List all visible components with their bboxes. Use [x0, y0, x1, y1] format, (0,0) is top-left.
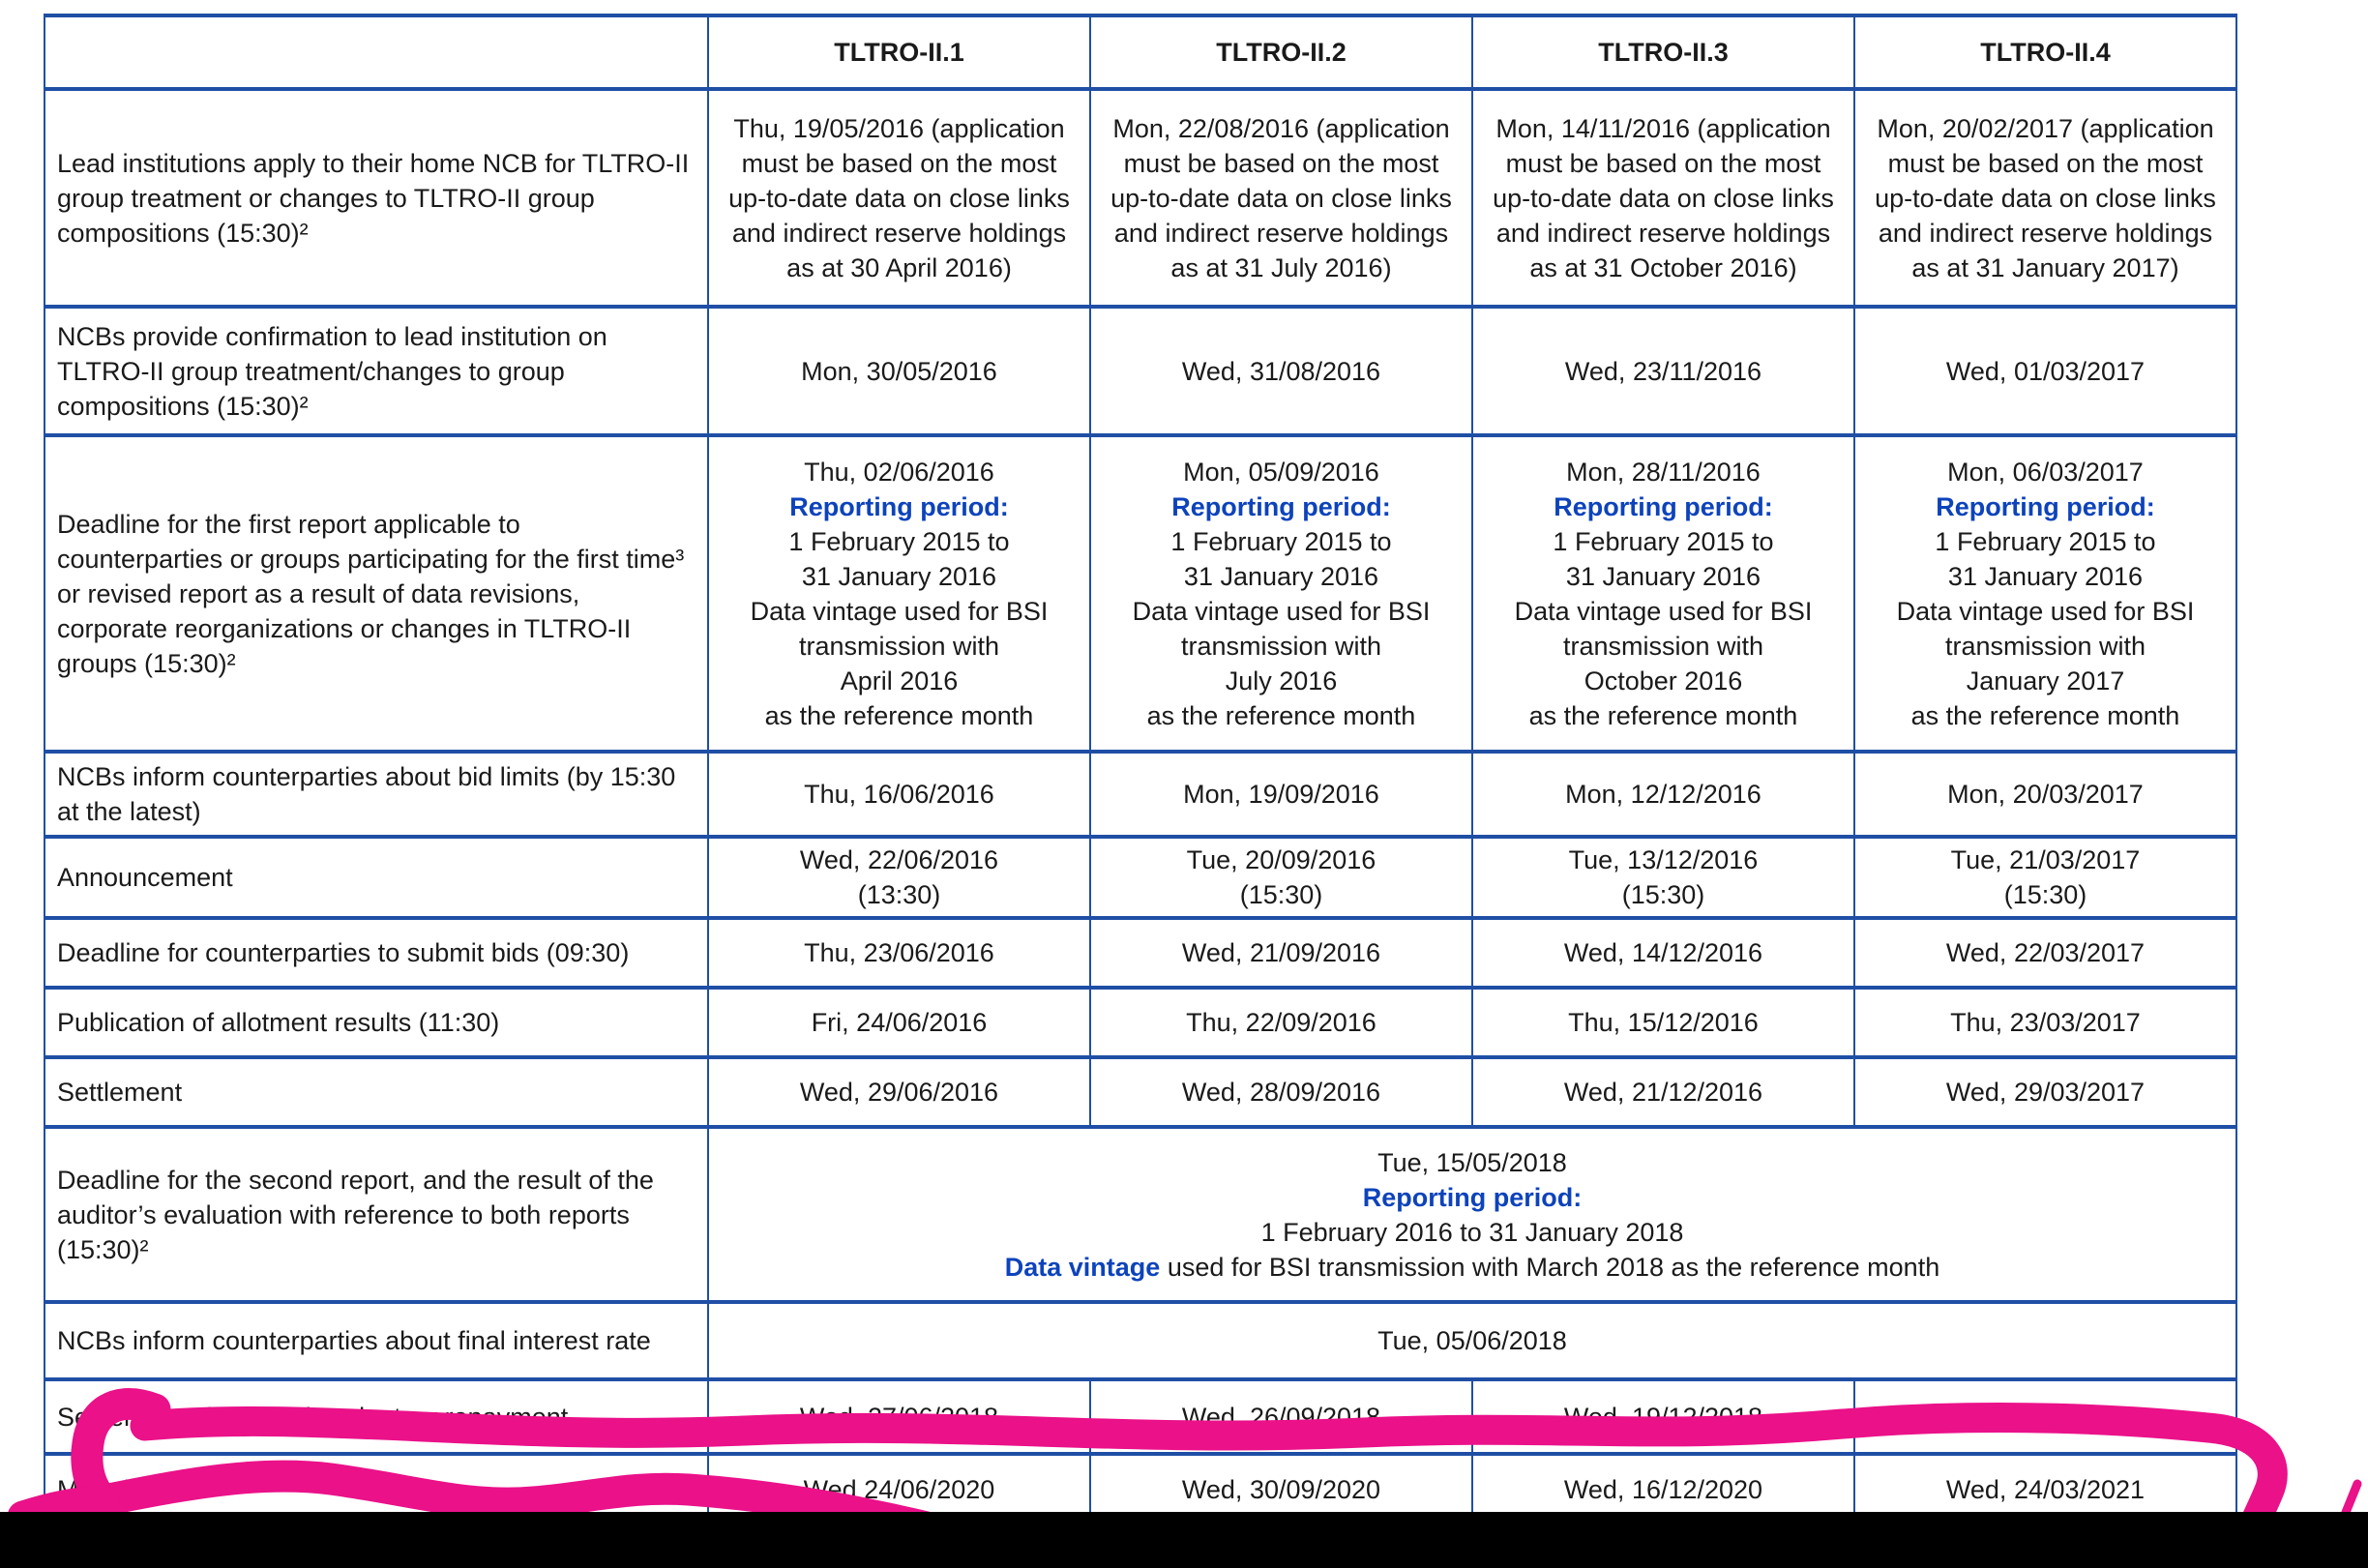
- cell-line: Wed, 19/12/2018: [1563, 1402, 1763, 1432]
- cell-line: Wed, 29/06/2016: [799, 1078, 999, 1107]
- cell-line: up-to-date data on close links: [1110, 183, 1452, 213]
- cell-line: 31 January 2016: [1565, 561, 1761, 591]
- cell-line: Data vintage used for BSI: [750, 596, 1049, 626]
- cell-line: must be based on the most: [741, 148, 1057, 178]
- table-cell: [708, 1127, 2236, 1302]
- cell-line: and indirect reserve holdings: [1878, 218, 2213, 248]
- cell-line: Mon, 22/08/2016 (application: [1112, 113, 1450, 143]
- table-cell: [1090, 1057, 1472, 1127]
- row-label: Deadline for the first report applicable to counterparties or groups participating for the first time³ or revised report as a result of data revisions, corporate reorganizations or changes in TLTRO-II groups (15:30)²: [44, 435, 708, 752]
- cell-line: Tue, 20/09/2016: [1186, 845, 1376, 874]
- table-cell: [1472, 1057, 1854, 1127]
- table-cell: [1090, 307, 1472, 435]
- table-cell: [1472, 307, 1854, 435]
- header-row: [44, 15, 2236, 89]
- cell-line: Tue, 05/06/2018: [1377, 1326, 1567, 1355]
- cell-line: Wed, 23/11/2016: [1564, 356, 1762, 386]
- cell-line: [1479, 489, 1848, 524]
- cell-line: October 2016: [1584, 666, 1743, 695]
- table-row: [44, 89, 2236, 307]
- column-header-tltro-ii-3: TLTRO-II.3: [1472, 15, 1854, 89]
- table-cell: [708, 1302, 2236, 1379]
- cell-line: Wed, 27/03/2019: [1945, 1402, 2146, 1432]
- cell-line: 1 February 2015 to: [788, 526, 1010, 556]
- table-cell: [708, 837, 1090, 918]
- column-header-tltro-ii-1: TLTRO-II.1: [708, 15, 1090, 89]
- cell-line: Thu, 19/05/2016 (application: [733, 113, 1065, 143]
- cell-line: [1861, 489, 2230, 524]
- table-cell: [1090, 1379, 1472, 1454]
- cell-line: Wed, 26/09/2018: [1181, 1402, 1381, 1432]
- cell-line: Thu, 02/06/2016: [804, 457, 994, 487]
- emphasis-term: Reporting period:: [1362, 1182, 1583, 1212]
- column-header-tltro-ii-4: TLTRO-II.4: [1854, 15, 2236, 89]
- row-label: Deadline for the second report, and the result of the auditor’s evaluation with reference to both reports (15:30)²: [44, 1127, 708, 1302]
- cell-line: (15:30): [1239, 880, 1323, 909]
- cell-line: Thu, 15/12/2016: [1568, 1008, 1759, 1037]
- table-row: [44, 1302, 2236, 1379]
- table-cell: [1090, 435, 1472, 752]
- tltro-schedule-table: [44, 14, 2237, 1526]
- table-row: [44, 307, 2236, 435]
- table-cell: [708, 1057, 1090, 1127]
- cell-line: Wed, 21/09/2016: [1181, 938, 1381, 967]
- cell-line: Thu, 23/03/2017: [1950, 1008, 2141, 1037]
- cell-line: Mon, 20/02/2017 (application: [1877, 113, 2214, 143]
- cell-line: Wed, 31/08/2016: [1181, 356, 1381, 386]
- cell-line: Wed, 24/03/2021: [1945, 1474, 2146, 1504]
- marker-stroke-right-sliver: [2345, 1484, 2357, 1515]
- cell-line: and indirect reserve holdings: [731, 218, 1067, 248]
- cell-line: (15:30): [2003, 880, 2087, 909]
- cell-line: 31 January 2016: [1947, 561, 2144, 591]
- cell-line: up-to-date data on close links: [1875, 183, 2216, 213]
- table-cell: [708, 752, 1090, 837]
- cell-line: Mon, 30/05/2016: [801, 356, 997, 386]
- cell-line: must be based on the most: [1505, 148, 1821, 178]
- cell-line: Tue, 13/12/2016: [1568, 845, 1759, 874]
- cell-line: Thu, 22/09/2016: [1186, 1008, 1376, 1037]
- row-label: Publication of allotment results (11:30): [44, 988, 708, 1057]
- table-cell: [1472, 837, 1854, 918]
- cell-line: must be based on the most: [1887, 148, 2204, 178]
- table-cell: [1854, 837, 2236, 918]
- table-cell: [1090, 89, 1472, 307]
- table-cell: [1854, 752, 2236, 837]
- cell-line: Wed 24/06/2020: [803, 1474, 995, 1504]
- cell-line: Mon, 05/09/2016: [1183, 457, 1379, 487]
- cell-line: Thu, 23/06/2016: [804, 938, 994, 967]
- cell-line: 1 February 2015 to: [1553, 526, 1774, 556]
- cell-line: transmission with: [798, 631, 1000, 661]
- cell-line: Mon, 20/03/2017: [1947, 780, 2144, 809]
- cell-line: transmission with: [1944, 631, 2146, 661]
- row-label: Settlement: [44, 1057, 708, 1127]
- emphasis-term: Reporting period:: [1171, 491, 1391, 521]
- cell-line: 31 January 2016: [801, 561, 997, 591]
- emphasis-term: Reporting period:: [1936, 491, 2155, 521]
- cell-line: Wed, 21/12/2016: [1563, 1078, 1763, 1107]
- table-cell: [1854, 988, 2236, 1057]
- column-header-tltro-ii-2: TLTRO-II.2: [1090, 15, 1472, 89]
- table-cell: [1854, 918, 2236, 988]
- cell-line: Data vintage used for BSI: [1132, 596, 1431, 626]
- cell-line: Wed, 14/12/2016: [1563, 938, 1763, 967]
- cell-line: Fri, 24/06/2016: [811, 1008, 988, 1037]
- cell-line: and indirect reserve holdings: [1495, 218, 1831, 248]
- row-label: Lead institutions apply to their home NCB for TLTRO-II group treatment or changes to TLTRO-II group compositions (15:30)²: [44, 89, 708, 307]
- table-cell: [708, 435, 1090, 752]
- table-row: [44, 752, 2236, 837]
- row-label: Announcement: [44, 837, 708, 918]
- cell-line: Thu, 16/06/2016: [804, 780, 994, 809]
- cell-line: Mon, 28/11/2016: [1566, 457, 1761, 487]
- cell-line: Mon, 12/12/2016: [1565, 780, 1761, 809]
- row-label: NCBs inform counterparties about final interest rate: [44, 1302, 708, 1379]
- cell-line: as the reference month: [1528, 700, 1798, 730]
- cell-line: as at 31 October 2016): [1529, 252, 1797, 282]
- table-cell: [708, 307, 1090, 435]
- cell-line: Wed, 22/03/2017: [1945, 938, 2146, 967]
- table-row: [44, 988, 2236, 1057]
- table-row: [44, 837, 2236, 918]
- table-row: [44, 435, 2236, 752]
- cell-line: Wed, 30/09/2020: [1181, 1474, 1381, 1504]
- table-cell: [708, 89, 1090, 307]
- cell-line: April 2016: [840, 666, 959, 695]
- table-cell: [1854, 1057, 2236, 1127]
- table-cell: [1472, 435, 1854, 752]
- cell-line: 31 January 2016: [1183, 561, 1379, 591]
- table-body: [44, 89, 2236, 1524]
- cell-line: [715, 1250, 2230, 1285]
- table-row: [44, 1379, 2236, 1454]
- table-row: [44, 1057, 2236, 1127]
- cell-line: 1 February 2015 to: [1170, 526, 1392, 556]
- table-cell: [708, 988, 1090, 1057]
- cell-line: as at 30 April 2016): [786, 252, 1012, 282]
- cell-line: Data vintage used for BSI: [1514, 596, 1813, 626]
- table-cell: [708, 918, 1090, 988]
- cell-line: as the reference month: [764, 700, 1034, 730]
- row-label: NCBs provide confirmation to lead institution on TLTRO-II group treatment/changes to group compositions (15:30)²: [44, 307, 708, 435]
- emphasis-term: Data vintage: [1004, 1252, 1161, 1282]
- cell-line: up-to-date data on close links: [1493, 183, 1834, 213]
- table-row: [44, 1127, 2236, 1302]
- cell-line: Mon, 14/11/2016 (application: [1495, 113, 1831, 143]
- table-cell: [1854, 89, 2236, 307]
- cell-line: must be based on the most: [1123, 148, 1439, 178]
- cell-line: (15:30): [1621, 880, 1705, 909]
- cell-line: as the reference month: [1910, 700, 2180, 730]
- cell-line: Mon, 06/03/2017: [1947, 457, 2144, 487]
- cell-line: [715, 1180, 2230, 1215]
- cell-line: and indirect reserve holdings: [1113, 218, 1449, 248]
- emphasis-term: Reporting period:: [789, 491, 1009, 521]
- cell-line: Tue, 15/05/2018: [1377, 1147, 1567, 1177]
- table-cell: [1854, 1379, 2236, 1454]
- cell-line: 1 February 2015 to: [1935, 526, 2156, 556]
- corner-cell: [44, 15, 708, 89]
- cell-line: [1097, 489, 1465, 524]
- row-label: Maturity date: [44, 1454, 708, 1524]
- cell-line: July 2016: [1225, 666, 1338, 695]
- table-row: [44, 918, 2236, 988]
- cell-line: Wed, 29/03/2017: [1945, 1078, 2146, 1107]
- cell-line: transmission with: [1180, 631, 1382, 661]
- cell-line: Wed, 28/09/2016: [1181, 1078, 1381, 1107]
- table-cell: [1472, 752, 1854, 837]
- table-cell: [1854, 435, 2236, 752]
- cell-line: Mon, 19/09/2016: [1183, 780, 1379, 809]
- cell-line: as the reference month: [1146, 700, 1416, 730]
- table-cell: [1472, 89, 1854, 307]
- table-cell: [1472, 988, 1854, 1057]
- cell-line: Wed, 27/06/2018: [799, 1402, 999, 1432]
- cell-line: Wed, 01/03/2017: [1945, 356, 2146, 386]
- cell-line: January 2017: [1966, 666, 2125, 695]
- cell-line: Wed, 16/12/2020: [1563, 1474, 1763, 1504]
- row-label: Deadline for counterparties to submit bids (09:30): [44, 918, 708, 988]
- emphasis-term: Reporting period:: [1554, 491, 1773, 521]
- table-cell: [708, 1379, 1090, 1454]
- table-cell: [1090, 918, 1472, 988]
- table-cell: [1090, 752, 1472, 837]
- bottom-black-bar: [0, 1512, 2368, 1568]
- cell-line: Data vintage used for BSI: [1896, 596, 2195, 626]
- table-cell: [1090, 837, 1472, 918]
- cell-line: Tue, 21/03/2017: [1950, 845, 2141, 874]
- table-cell: [1090, 988, 1472, 1057]
- cell-text: used for BSI transmission with March 2018 as the reference month: [1160, 1252, 1940, 1282]
- cell-line: transmission with: [1562, 631, 1764, 661]
- table-cell: [1854, 307, 2236, 435]
- cell-line: Wed, 22/06/2016: [799, 845, 999, 874]
- cell-line: (13:30): [857, 880, 941, 909]
- cell-line: [715, 489, 1083, 524]
- row-label: NCBs inform counterparties about bid limits (by 15:30 at the latest): [44, 752, 708, 837]
- cell-line: 1 February 2016 to 31 January 2018: [1260, 1217, 1684, 1247]
- table-cell: [1472, 1379, 1854, 1454]
- cell-line: as at 31 January 2017): [1911, 252, 2179, 282]
- cell-line: up-to-date data on close links: [728, 183, 1070, 213]
- row-label: Settlement of first early voluntary repayment: [44, 1379, 708, 1454]
- table-cell: [1472, 918, 1854, 988]
- cell-line: as at 31 July 2016): [1170, 252, 1392, 282]
